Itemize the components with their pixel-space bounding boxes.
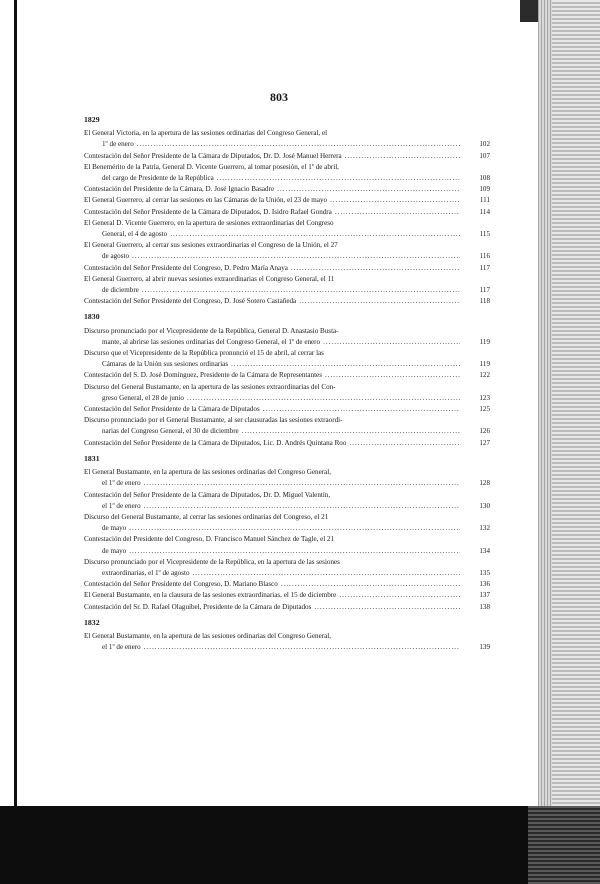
toc-entry <box>84 631 490 653</box>
entry-text: El General Guerrero, al abrir nuevas sesiones extraordinarias el Congreso General, el 11 <box>84 274 335 283</box>
entry-text: General, el 4 de agosto <box>102 230 168 239</box>
toc-entry <box>84 590 490 601</box>
toc-entry <box>84 296 490 307</box>
dot-leader <box>144 478 460 489</box>
toc-entry <box>84 579 490 590</box>
toc-entry <box>84 534 490 556</box>
toc-entry <box>84 184 490 195</box>
toc-entry <box>84 512 490 534</box>
entry-text: El General Guerrero, al cerrar sus sesiones extraordinarias el Congreso de la Unión, el 27 <box>84 241 338 250</box>
dot-leader <box>263 404 460 415</box>
entry-page-number: 119 <box>479 360 490 369</box>
toc-entry <box>84 240 490 262</box>
dot-leader <box>281 579 460 590</box>
dot-leader <box>299 296 460 307</box>
toc-entry <box>84 128 490 150</box>
section-year: 1832 <box>84 617 100 627</box>
toc-entry <box>84 151 490 162</box>
toc-entry <box>84 348 490 370</box>
section-year: 1829 <box>84 115 100 124</box>
entry-text: Discurso pronunciado por el Vicepresidente de la República, General D. Anastasio Busta- <box>84 326 339 335</box>
entry-text: el 1º de enero <box>102 501 141 510</box>
entry-page-number: 139 <box>479 643 490 652</box>
entry-text: Discurso pronunciado por el General Bustamante, al ser clausuradas las sesiones extraordi- <box>84 416 343 425</box>
entry-text: Contestación del Sr. D. Rafael Olaguíbel, Presidente de la Cámara de Diputados <box>84 602 312 611</box>
dot-leader <box>335 207 460 218</box>
entry-text: el 1º de enero <box>102 479 141 488</box>
entry-text: narias del Congreso General, el 30 de diciembre <box>102 427 239 436</box>
toc-entry <box>84 218 490 240</box>
entry-text: Contestación del Señor Presidente de la Cámara de Diputados, D. Isidro Rafael Gondra <box>84 207 332 216</box>
entry-page-number: 114 <box>479 207 490 216</box>
entry-text: de diciembre <box>102 286 139 295</box>
dot-leader <box>129 523 460 534</box>
dot-leader <box>291 263 460 274</box>
dot-leader <box>142 285 460 296</box>
entry-text: Discurso que el Vicepresidente de la República pronunció el 15 de abril, al cerrar las <box>84 349 324 358</box>
entry-text: Contestación del S. D. José Domínguez, Presidente de la Cámara de Representantes <box>84 371 322 380</box>
dot-leader <box>339 590 460 601</box>
dot-leader <box>345 151 460 162</box>
dot-leader <box>144 642 460 653</box>
entry-text: el 1º de enero <box>102 643 141 652</box>
entry-text: de agosto <box>102 252 129 261</box>
entry-text: Contestación del Presidente del Congreso, D. Francisco Manuel Sánchez de Tagle, el 21 <box>84 535 335 544</box>
toc-entry <box>84 404 490 415</box>
section-year: 1830 <box>84 312 100 322</box>
toc-entry <box>84 490 490 512</box>
toc-entry <box>84 207 490 218</box>
dot-leader <box>132 251 460 262</box>
dot-leader <box>137 139 460 150</box>
toc-entry <box>84 195 490 206</box>
entry-text: Contestación del Señor Presidente del Congreso, D. Mariano Blasco <box>84 580 278 589</box>
dot-leader <box>193 568 461 579</box>
entry-text: El General Bustamante, en la clausura de las sesiones extraordinarias, el 15 de diciembre <box>84 591 337 600</box>
scan-bottom-border <box>0 806 600 884</box>
entry-text: El General Victoria, en la apertura de las sesiones ordinarias del Congreso General, el <box>84 129 328 138</box>
entry-page-number: 130 <box>479 501 490 510</box>
entry-text: 1º de enero <box>102 140 134 149</box>
toc-entry <box>84 162 490 184</box>
toc-entry <box>84 382 490 404</box>
entry-text: del cargo de Presidente de la República <box>102 174 214 183</box>
page-number: 803 <box>270 90 288 104</box>
entry-text: El General Guerrero, al cerrar las sesiones en las Cámaras de la Unión, el 23 de mayo <box>84 196 328 205</box>
table-of-contents <box>84 110 490 653</box>
dot-leader <box>187 393 460 404</box>
entry-page-number: 127 <box>479 438 490 447</box>
toc-entry <box>84 557 490 579</box>
entry-text: Discurso pronunciado por el Vicepresidente de la República, en la apertura de las sesiones <box>84 557 340 566</box>
entry-text: Contestación del Señor Presidente del Congreso, D. José Sotero Castañeda <box>84 297 297 306</box>
entry-page-number: 111 <box>479 196 490 205</box>
entry-text: de mayo <box>102 546 127 555</box>
dot-leader <box>242 426 460 437</box>
entry-page-number: 118 <box>479 297 490 306</box>
entry-text: Contestación del Presidente de la Cámara, D. José Ignacio Basadre <box>84 185 275 194</box>
entry-text: Contestación del Señor Presidente de la Cámara de Diputados, Dr. D. José Manuel Herrera <box>84 151 342 160</box>
entry-text: El General D. Vicente Guerrero, en la apertura de sesiones extraordinarias del Congreso <box>84 218 334 227</box>
entry-text: Contestación del Señor Presidente de la Cámara de Diputados, Lic. D. Andrés Quintana Roo <box>84 438 347 447</box>
dot-leader <box>217 173 460 184</box>
entry-text: extraordinarias, el 1º de agosto <box>102 568 190 577</box>
dot-leader <box>314 602 460 613</box>
entry-page-number: 102 <box>479 140 490 149</box>
dot-leader <box>129 546 460 557</box>
entry-page-number: 126 <box>479 427 490 436</box>
toc-entry <box>84 274 490 296</box>
section-year: 1831 <box>84 453 100 463</box>
entry-text: Contestación del Señor Presidente de la Cámara de Diputados <box>84 405 260 414</box>
entry-page-number: 128 <box>479 479 490 488</box>
entry-page-number: 107 <box>479 151 490 160</box>
toc-entry <box>84 326 490 348</box>
entry-page-number: 134 <box>479 546 490 555</box>
entry-page-number: 109 <box>479 185 490 194</box>
entry-page-number: 116 <box>479 252 490 261</box>
entry-page-number: 119 <box>479 337 490 346</box>
entry-text: El Benemérito de la Patria, General D. Vicente Guerrero, al tomar posesión, el 1º de abril, <box>84 162 339 171</box>
dot-leader <box>330 195 460 206</box>
toc-entry <box>84 263 490 274</box>
dot-leader <box>144 501 460 512</box>
scan-right-edge <box>538 0 600 884</box>
entry-page-number: 138 <box>479 602 490 611</box>
dot-leader <box>170 229 460 240</box>
entry-text: Contestación del Señor Presidente del Congreso, D. Pedro María Anaya <box>84 263 288 272</box>
entry-page-number: 136 <box>479 580 490 589</box>
toc-entry <box>84 415 490 437</box>
entry-page-number: 115 <box>479 230 490 239</box>
entry-text: Cámaras de la Unión sus sesiones ordinarias <box>102 360 229 369</box>
scan-left-rule <box>14 0 17 830</box>
entry-text: Discurso del General Bustamante, al cerrar las sesiones ordinarias del Congreso, el 21 <box>84 512 329 521</box>
entry-page-number: 137 <box>479 591 490 600</box>
entry-text: Discurso del General Bustamante, en la apertura de las sesiones extraordinarias del Con- <box>84 382 336 391</box>
entry-page-number: 122 <box>479 371 490 380</box>
toc-entry <box>84 370 490 381</box>
entry-page-number: 125 <box>479 405 490 414</box>
entry-page-number: 117 <box>479 286 490 295</box>
entry-text: Contestación del Señor Presidente de la Cámara de Diputados, Dr. D. Miguel Valentín, <box>84 490 331 499</box>
toc-entry <box>84 467 490 489</box>
entry-page-number: 108 <box>479 174 490 183</box>
entry-page-number: 132 <box>479 524 490 533</box>
entry-text: greso General, el 28 de junio <box>102 393 184 402</box>
toc-entry <box>84 438 490 449</box>
dot-leader <box>349 438 460 449</box>
dot-leader <box>277 184 460 195</box>
entry-page-number: 123 <box>479 393 490 402</box>
entry-text: de mayo <box>102 524 127 533</box>
dot-leader <box>231 359 460 370</box>
entry-page-number: 135 <box>479 568 490 577</box>
toc-entry <box>84 602 490 613</box>
entry-text: mante, al abrirse las sesiones ordinarias del Congreso General, el 1º de enero <box>102 337 321 346</box>
dot-leader <box>325 370 460 381</box>
entry-text: El General Bustamante, en la apertura de las sesiones ordinarias del Congreso General, <box>84 468 332 477</box>
dot-leader <box>323 337 460 348</box>
entry-page-number: 117 <box>479 263 490 272</box>
entry-text: El General Bustamante, en la apertura de las sesiones ordinarias del Congreso General, <box>84 631 332 640</box>
